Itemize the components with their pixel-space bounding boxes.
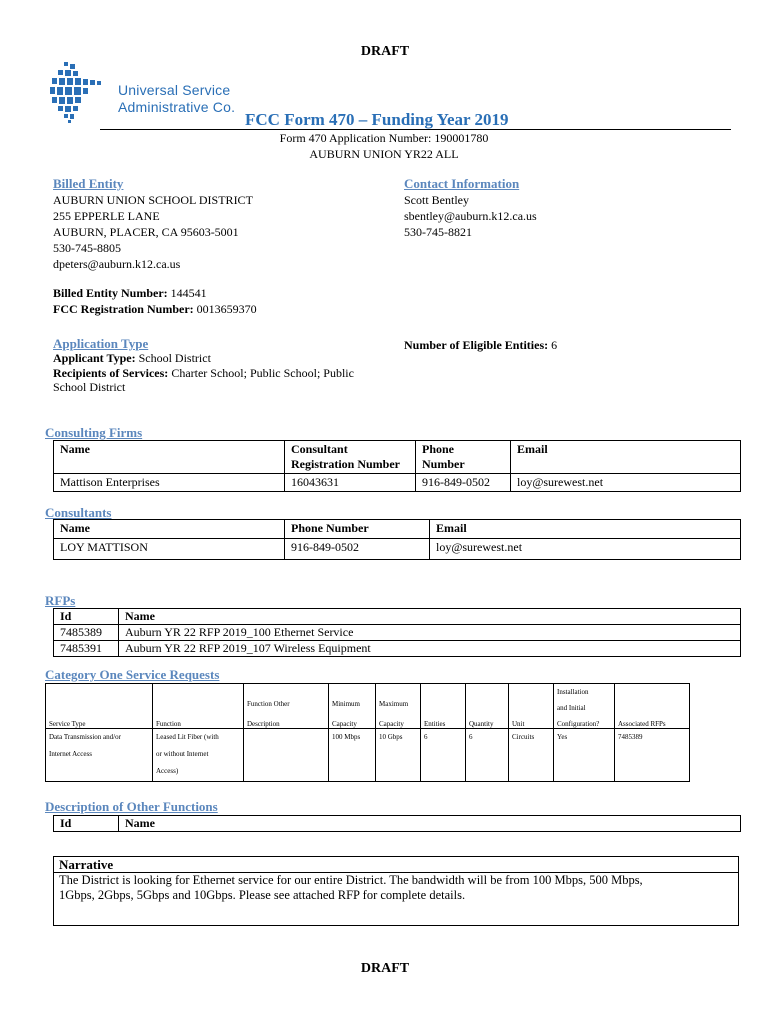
category-one-table (45, 683, 690, 782)
billed-entity-name: AUBURN UNION SCHOOL DISTRICT (53, 193, 253, 207)
cell-line: Data Transmission and/or (49, 733, 121, 741)
recipients-of-services-cont: School District (53, 380, 126, 394)
table-cell (244, 729, 329, 782)
logo-line2: Administrative Co. (118, 99, 236, 115)
header-cell (376, 684, 421, 729)
header-cell (329, 684, 376, 729)
header-line: Maximum (379, 700, 409, 708)
header-line: Minimum (332, 700, 361, 708)
header-cell (285, 441, 416, 474)
header-cell: Phone Number (285, 520, 430, 539)
cell-line: Access) (156, 767, 179, 775)
rfps-table (53, 608, 741, 657)
contact-block (404, 192, 537, 240)
header-cell: Quantity (466, 684, 509, 729)
table-cell: Auburn YR 22 RFP 2019_107 Wireless Equipment (119, 641, 741, 657)
table-cell: 916-849-0502 (416, 474, 511, 492)
eligible-entities-label: Number of Eligible Entities: (404, 338, 549, 352)
table-row (54, 539, 741, 560)
header-cell: Entities (421, 684, 466, 729)
billed-entity-title: Billed Entity (53, 176, 124, 191)
table-row (46, 729, 690, 782)
applicant-type-label: Applicant Type: (53, 351, 136, 365)
application-nickname: AUBURN UNION YR22 ALL (309, 147, 459, 161)
table-row (54, 625, 741, 641)
consultants-table (53, 519, 741, 560)
table-header-row (54, 441, 741, 474)
billed-entity-city: AUBURN, PLACER, CA 95603-5001 (53, 225, 239, 239)
header-cell (244, 684, 329, 729)
consulting-firms-table (53, 440, 741, 492)
header-line: and Initial (557, 704, 586, 712)
narrative-line: The District is looking for Ethernet service for our entire District. The bandwidth will be from 100 Mbps, 500 Mbps, (59, 873, 643, 887)
header-line: Registration Number (291, 457, 400, 471)
contact-name: Scott Bentley (404, 193, 469, 207)
table-cell: 6 (466, 729, 509, 782)
fcc-registration-label: FCC Registration Number: (53, 302, 194, 316)
application-type-title: Application Type (53, 336, 149, 351)
header-line: Description (247, 720, 280, 728)
table-cell: 16043631 (285, 474, 416, 492)
draft-footer: DRAFT (360, 961, 410, 976)
table-cell: 916-849-0502 (285, 539, 430, 560)
cell-line: Leased Lit Fiber (with (156, 733, 219, 741)
applicant-type-value: School District (135, 351, 211, 365)
header-cell (416, 441, 511, 474)
consulting-firms-title: Consulting Firms (45, 425, 143, 440)
billed-entity-number-value: 144541 (167, 286, 207, 300)
header-cell: Name (119, 609, 741, 625)
contact-email: sbentley@auburn.k12.ca.us (404, 209, 537, 223)
billed-entity-email: dpeters@auburn.k12.ca.us (53, 257, 181, 271)
table-cell: 7485391 (54, 641, 119, 657)
table-cell: Circuits (509, 729, 554, 782)
usac-logo-icon (50, 62, 110, 124)
cell-line: Internet Access (49, 750, 92, 758)
narrative-line: 1Gbps, 2Gbps, 5Gbps and 10Gbps. Please see attached RFP for complete details. (59, 888, 466, 902)
table-cell: Mattison Enterprises (54, 474, 285, 492)
recipients-label: Recipients of Services: (53, 366, 169, 380)
header-cell: Email (511, 441, 741, 474)
header-cell: Name (54, 441, 285, 474)
narrative-text (54, 873, 738, 903)
other-functions-table (53, 815, 741, 832)
table-header-row (54, 816, 741, 832)
contact-title: Contact Information (404, 176, 520, 191)
table-cell: Yes (554, 729, 615, 782)
table-cell (153, 729, 244, 782)
table-header-row (54, 520, 741, 539)
narrative-box (53, 856, 739, 926)
fcc-registration-value: 0013659370 (193, 302, 257, 316)
header-cell: Id (54, 609, 119, 625)
narrative-title: Narrative (54, 857, 738, 873)
fcc-registration-number (53, 301, 257, 317)
recipients-value: Charter School; Public School; Public (168, 366, 354, 380)
header-cell (554, 684, 615, 729)
logo-line1: Universal Service (118, 82, 231, 98)
consultants-title: Consultants (45, 505, 112, 520)
header-cell: Associated RFPs (615, 684, 690, 729)
contact-phone: 530-745-8821 (404, 225, 472, 239)
header-line: Installation (557, 688, 589, 696)
draft-header: DRAFT (360, 44, 410, 59)
header-line: Capacity (332, 720, 357, 728)
billed-entity-number-label: Billed Entity Number: (53, 286, 168, 300)
table-cell: 100 Mbps (329, 729, 376, 782)
header-cell: Unit (509, 684, 554, 729)
header-cell: Name (119, 816, 741, 832)
table-cell: loy@surewest.net (511, 474, 741, 492)
table-cell (46, 729, 153, 782)
applicant-type (53, 350, 211, 366)
table-row (54, 641, 741, 657)
header-cell: Id (54, 816, 119, 832)
header-line: Number (422, 457, 465, 471)
billed-entity-phone: 530-745-8805 (53, 241, 121, 255)
header-rule (100, 129, 731, 130)
rfps-title: RFPs (45, 593, 76, 608)
table-cell: 7485389 (615, 729, 690, 782)
header-line: Function Other (247, 700, 290, 708)
header-cell: Name (54, 520, 285, 539)
application-number: Form 470 Application Number: 190001780 (279, 131, 489, 145)
form-title: FCC Form 470 – Funding Year 2019 (245, 110, 509, 129)
other-functions-title: Description of Other Functions (45, 799, 218, 814)
cell-line: or without Internet (156, 750, 209, 758)
billed-entity-address: 255 EPPERLE LANE (53, 209, 160, 223)
billed-entity-number (53, 285, 207, 301)
table-cell: 10 Gbps (376, 729, 421, 782)
table-cell: loy@surewest.net (430, 539, 741, 560)
billed-entity-block (53, 192, 253, 272)
header-line: Phone (422, 442, 455, 456)
header-line: Capacity (379, 720, 404, 728)
table-cell: Auburn YR 22 RFP 2019_100 Ethernet Service (119, 625, 741, 641)
table-cell: 7485389 (54, 625, 119, 641)
table-row (54, 474, 741, 492)
eligible-entities-value: 6 (548, 338, 558, 352)
header-cell: Email (430, 520, 741, 539)
table-cell: 6 (421, 729, 466, 782)
table-header-row (46, 684, 690, 729)
header-cell: Service Type (46, 684, 153, 729)
table-cell: LOY MATTISON (54, 539, 285, 560)
eligible-entities (404, 337, 557, 353)
category-one-title: Category One Service Requests (45, 667, 220, 682)
header-line: Consultant (291, 442, 348, 456)
table-header-row (54, 609, 741, 625)
header-cell: Function (153, 684, 244, 729)
header-line: Configuration? (557, 720, 600, 728)
